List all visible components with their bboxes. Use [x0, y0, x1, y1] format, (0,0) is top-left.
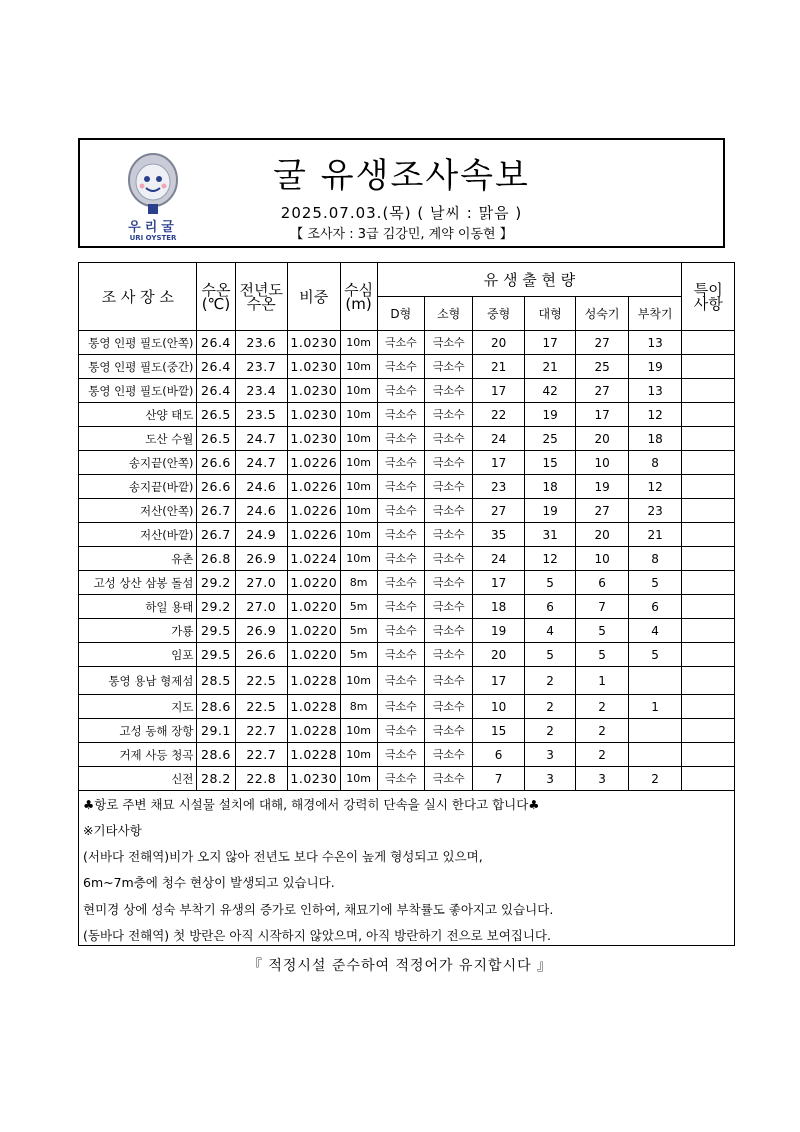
cell-water-temp: 28.6: [197, 695, 235, 719]
cell-water-temp: 29.2: [197, 571, 235, 595]
cell-special: [682, 571, 735, 595]
cell-attach: 5: [628, 571, 682, 595]
cell-special: [682, 719, 735, 743]
cell-medium: 22: [473, 403, 524, 427]
cell-water-temp: 26.6: [197, 451, 235, 475]
cell-d-type: 극소수: [377, 355, 424, 379]
cell-prev-year-temp: 22.5: [235, 667, 288, 695]
cell-density: 1.0226: [288, 499, 341, 523]
cell-small: 극소수: [424, 643, 472, 667]
cell-density: 1.0228: [288, 743, 341, 767]
header-special: [682, 263, 735, 331]
cell-depth: 10m: [340, 427, 377, 451]
header-prev-year-label: 전년도: [239, 280, 284, 299]
cell-large: 15: [524, 451, 575, 475]
cell-water-temp: 26.6: [197, 475, 235, 499]
cell-location: 고성 동해 장항: [79, 719, 197, 743]
cell-medium: 17: [473, 667, 524, 695]
cell-prev-year-temp: 27.0: [235, 595, 288, 619]
cell-medium: 35: [473, 523, 524, 547]
cell-attach: 8: [628, 547, 682, 571]
cell-mature: 2: [576, 695, 629, 719]
header-mature: 성숙기: [576, 297, 629, 331]
cell-prev-year-temp: 26.6: [235, 643, 288, 667]
table-row: [79, 451, 735, 475]
cell-small: 극소수: [424, 499, 472, 523]
cell-mature: 6: [576, 571, 629, 595]
cell-density: 1.0226: [288, 475, 341, 499]
cell-mature: 27: [576, 379, 629, 403]
cell-special: [682, 331, 735, 355]
cell-depth: 10m: [340, 667, 377, 695]
cell-small: 극소수: [424, 667, 472, 695]
surveyors-line: 【 조사자 : 3급 김강민, 계약 이동현 】: [290, 227, 513, 242]
cell-d-type: 극소수: [377, 667, 424, 695]
cell-density: 1.0230: [288, 355, 341, 379]
cell-d-type: 극소수: [377, 619, 424, 643]
cell-location: 저산(안쪽): [79, 499, 197, 523]
note-line: (서바다 전해역)비가 오지 않아 전년도 보다 수온이 높게 형성되고 있으며,: [83, 849, 483, 864]
header-special-sub: 사항: [693, 294, 723, 313]
cell-depth: 10m: [340, 331, 377, 355]
cell-depth: 10m: [340, 475, 377, 499]
cell-density: 1.0226: [288, 451, 341, 475]
cell-large: 19: [524, 499, 575, 523]
cell-medium: 19: [473, 619, 524, 643]
cell-medium: 21: [473, 355, 524, 379]
header-larvae-count: 유 생 출 현 량: [377, 263, 682, 297]
cell-medium: 7: [473, 767, 524, 791]
cell-location: 신전: [79, 767, 197, 791]
date-weather-line: 2025.07.03.(목) ( 날씨 : 맑음 ): [280, 204, 523, 222]
cell-mature: 27: [576, 331, 629, 355]
cell-prev-year-temp: 24.7: [235, 451, 288, 475]
cell-attach: 6: [628, 595, 682, 619]
cell-small: 극소수: [424, 719, 472, 743]
cell-location: 고성 상산 삼봉 돌섬: [79, 571, 197, 595]
cell-density: 1.0230: [288, 427, 341, 451]
cell-prev-year-temp: 27.0: [235, 571, 288, 595]
cell-large: 5: [524, 643, 575, 667]
cell-attach: 18: [628, 427, 682, 451]
cell-prev-year-temp: 23.4: [235, 379, 288, 403]
cell-mature: 20: [576, 427, 629, 451]
cell-water-temp: 29.2: [197, 595, 235, 619]
cell-mature: 1: [576, 667, 629, 695]
cell-medium: 23: [473, 475, 524, 499]
cell-small: 극소수: [424, 619, 472, 643]
table-row: [79, 643, 735, 667]
cell-mature: 20: [576, 523, 629, 547]
table-row: [79, 719, 735, 743]
cell-mature: 5: [576, 619, 629, 643]
table-row: [79, 619, 735, 643]
cell-water-temp: 29.5: [197, 619, 235, 643]
cell-depth: 10m: [340, 403, 377, 427]
cell-water-temp: 29.1: [197, 719, 235, 743]
cell-small: 극소수: [424, 379, 472, 403]
header-water-temp: [197, 263, 235, 331]
cell-medium: 24: [473, 547, 524, 571]
header-water-temp-label: 수온: [201, 280, 231, 299]
note-line: ※기타사항: [83, 823, 142, 838]
cell-attach: 13: [628, 379, 682, 403]
header-special-label: 특이: [693, 280, 723, 299]
cell-small: 극소수: [424, 571, 472, 595]
cell-water-temp: 28.2: [197, 767, 235, 791]
note-line: ♣항로 주변 채묘 시설물 설치에 대해, 해경에서 강력히 단속을 실시 한다고 합니다♣: [83, 797, 540, 812]
cell-special: [682, 523, 735, 547]
cell-depth: 5m: [340, 595, 377, 619]
cell-small: 극소수: [424, 475, 472, 499]
table-row: [79, 667, 735, 695]
notes-section: [78, 789, 735, 946]
cell-attach: 2: [628, 767, 682, 791]
cell-attach: [628, 719, 682, 743]
cell-special: [682, 475, 735, 499]
cell-density: 1.0230: [288, 767, 341, 791]
cell-small: 극소수: [424, 523, 472, 547]
cell-attach: 19: [628, 355, 682, 379]
cell-d-type: 극소수: [377, 719, 424, 743]
cell-density: 1.0220: [288, 619, 341, 643]
header-large: 대형: [524, 297, 575, 331]
table-row: [79, 331, 735, 355]
table-row: [79, 523, 735, 547]
header-water-temp-unit: (℃): [201, 294, 231, 313]
cell-depth: 10m: [340, 523, 377, 547]
cell-water-temp: 26.5: [197, 403, 235, 427]
cell-large: 2: [524, 719, 575, 743]
cell-location: 산양 태도: [79, 403, 197, 427]
table-row: [79, 767, 735, 791]
report-header: [78, 138, 725, 248]
table-row: [79, 355, 735, 379]
cell-special: [682, 451, 735, 475]
cell-prev-year-temp: 24.6: [235, 499, 288, 523]
cell-mature: 17: [576, 403, 629, 427]
cell-mature: 27: [576, 499, 629, 523]
cell-special: [682, 595, 735, 619]
cell-medium: 24: [473, 427, 524, 451]
cell-depth: 5m: [340, 643, 377, 667]
cell-mature: 2: [576, 743, 629, 767]
header-prev-year-sub: 수온: [246, 294, 276, 313]
cell-small: 극소수: [424, 355, 472, 379]
cell-large: 19: [524, 403, 575, 427]
table-row: [79, 403, 735, 427]
cell-water-temp: 26.4: [197, 355, 235, 379]
cell-water-temp: 26.7: [197, 499, 235, 523]
cell-density: 1.0220: [288, 643, 341, 667]
cell-attach: 8: [628, 451, 682, 475]
cell-small: 극소수: [424, 695, 472, 719]
cell-large: 12: [524, 547, 575, 571]
cell-special: [682, 619, 735, 643]
cell-location: 지도: [79, 695, 197, 719]
cell-small: 극소수: [424, 595, 472, 619]
cell-prev-year-temp: 23.7: [235, 355, 288, 379]
cell-density: 1.0230: [288, 331, 341, 355]
cell-small: 극소수: [424, 427, 472, 451]
table-row: [79, 547, 735, 571]
cell-attach: 12: [628, 475, 682, 499]
header-depth-unit: (m): [345, 294, 372, 313]
cell-prev-year-temp: 24.6: [235, 475, 288, 499]
cell-attach: 5: [628, 643, 682, 667]
cell-depth: 10m: [340, 767, 377, 791]
cell-depth: 10m: [340, 451, 377, 475]
cell-small: 극소수: [424, 403, 472, 427]
larvae-survey-table: [78, 262, 735, 791]
note-line: (동바다 전해역) 첫 방란은 아직 시작하지 않았으며, 아직 방란하기 전으로 보여집니다.: [83, 928, 551, 943]
cell-large: 25: [524, 427, 575, 451]
cell-attach: [628, 743, 682, 767]
cell-prev-year-temp: 26.9: [235, 619, 288, 643]
cell-prev-year-temp: 22.7: [235, 743, 288, 767]
cell-attach: 4: [628, 619, 682, 643]
cell-depth: 5m: [340, 619, 377, 643]
cell-large: 3: [524, 767, 575, 791]
cell-d-type: 극소수: [377, 475, 424, 499]
cell-small: 극소수: [424, 547, 472, 571]
cell-d-type: 극소수: [377, 743, 424, 767]
cell-special: [682, 767, 735, 791]
cell-location: 임포: [79, 643, 197, 667]
cell-attach: 23: [628, 499, 682, 523]
cell-d-type: 극소수: [377, 379, 424, 403]
cell-mature: 7: [576, 595, 629, 619]
cell-special: [682, 643, 735, 667]
note-line: 현미경 상에 성숙 부착기 유생의 증가로 인하여, 채묘기에 부착률도 좋아지고 있습니다.: [83, 902, 554, 917]
cell-d-type: 극소수: [377, 643, 424, 667]
cell-d-type: 극소수: [377, 331, 424, 355]
cell-special: [682, 743, 735, 767]
cell-location: 송지끝(바깥): [79, 475, 197, 499]
cell-water-temp: 26.4: [197, 331, 235, 355]
cell-density: 1.0228: [288, 695, 341, 719]
cell-location: 도산 수월: [79, 427, 197, 451]
cell-prev-year-temp: 22.5: [235, 695, 288, 719]
cell-attach: 13: [628, 331, 682, 355]
cell-large: 5: [524, 571, 575, 595]
cell-location: 통영 인평 필도(바깥): [79, 379, 197, 403]
cell-d-type: 극소수: [377, 595, 424, 619]
header-location: 조 사 장 소: [79, 263, 197, 331]
cell-depth: 10m: [340, 379, 377, 403]
table-row: [79, 475, 735, 499]
cell-depth: 10m: [340, 499, 377, 523]
cell-location: 유촌: [79, 547, 197, 571]
cell-location: 하일 용태: [79, 595, 197, 619]
cell-medium: 27: [473, 499, 524, 523]
cell-prev-year-temp: 22.8: [235, 767, 288, 791]
cell-water-temp: 26.5: [197, 427, 235, 451]
cell-large: 2: [524, 695, 575, 719]
note-line: 6m~7m층에 청수 현상이 발생되고 있습니다.: [83, 875, 335, 890]
cell-location: 저산(바깥): [79, 523, 197, 547]
header-depth-label: 수심: [344, 280, 374, 299]
cell-mature: 5: [576, 643, 629, 667]
logo-subtext: URI OYSTER: [129, 234, 177, 242]
cell-d-type: 극소수: [377, 547, 424, 571]
cell-large: 42: [524, 379, 575, 403]
table-row: [79, 427, 735, 451]
cell-mature: 10: [576, 547, 629, 571]
cell-mature: 19: [576, 475, 629, 499]
table-row: [79, 695, 735, 719]
cell-density: 1.0220: [288, 571, 341, 595]
cell-medium: 17: [473, 379, 524, 403]
cell-depth: 10m: [340, 547, 377, 571]
page-title: 굴 유생조사속보: [273, 156, 530, 196]
cell-d-type: 극소수: [377, 523, 424, 547]
cell-medium: 20: [473, 331, 524, 355]
cell-density: 1.0228: [288, 667, 341, 695]
cell-d-type: 극소수: [377, 427, 424, 451]
cell-large: 18: [524, 475, 575, 499]
cell-location: 통영 인평 필도(중간): [79, 355, 197, 379]
cell-medium: 18: [473, 595, 524, 619]
cell-large: 3: [524, 743, 575, 767]
cell-water-temp: 28.5: [197, 667, 235, 695]
cell-water-temp: 26.7: [197, 523, 235, 547]
cell-prev-year-temp: 23.5: [235, 403, 288, 427]
cell-medium: 17: [473, 571, 524, 595]
cell-depth: 10m: [340, 355, 377, 379]
cell-d-type: 극소수: [377, 403, 424, 427]
cell-density: 1.0230: [288, 403, 341, 427]
cell-large: 31: [524, 523, 575, 547]
cell-density: 1.0226: [288, 523, 341, 547]
cell-medium: 17: [473, 451, 524, 475]
cell-density: 1.0230: [288, 379, 341, 403]
cell-location: 송지끝(안쪽): [79, 451, 197, 475]
cell-depth: 10m: [340, 719, 377, 743]
cell-attach: [628, 667, 682, 695]
cell-depth: 8m: [340, 571, 377, 595]
cell-d-type: 극소수: [377, 451, 424, 475]
cell-attach: 12: [628, 403, 682, 427]
cell-attach: 1: [628, 695, 682, 719]
cell-special: [682, 547, 735, 571]
cell-large: 21: [524, 355, 575, 379]
cell-density: 1.0228: [288, 719, 341, 743]
header-prev-year-temp: [235, 263, 288, 331]
cell-location: 가룡: [79, 619, 197, 643]
cell-special: [682, 667, 735, 695]
header-d-type: D형: [377, 297, 424, 331]
table-row: [79, 379, 735, 403]
cell-medium: 20: [473, 643, 524, 667]
cell-small: 극소수: [424, 451, 472, 475]
cell-d-type: 극소수: [377, 571, 424, 595]
cell-special: [682, 695, 735, 719]
cell-location: 통영 용남 형제섬: [79, 667, 197, 695]
table-row: [79, 595, 735, 619]
cell-large: 2: [524, 667, 575, 695]
cell-location: 거제 사등 청곡: [79, 743, 197, 767]
cell-large: 6: [524, 595, 575, 619]
cell-mature: 25: [576, 355, 629, 379]
cell-mature: 3: [576, 767, 629, 791]
table-row: [79, 743, 735, 767]
header-small: 소형: [424, 297, 472, 331]
cell-density: 1.0224: [288, 547, 341, 571]
cell-density: 1.0220: [288, 595, 341, 619]
header-medium: 중형: [473, 297, 524, 331]
cell-water-temp: 26.4: [197, 379, 235, 403]
cell-d-type: 극소수: [377, 767, 424, 791]
cell-depth: 10m: [340, 743, 377, 767]
cell-prev-year-temp: 22.7: [235, 719, 288, 743]
cell-d-type: 극소수: [377, 499, 424, 523]
cell-d-type: 극소수: [377, 695, 424, 719]
header-density: 비중: [288, 263, 341, 331]
cell-prev-year-temp: 26.9: [235, 547, 288, 571]
logo-text: 우리굴: [128, 220, 178, 235]
cell-mature: 10: [576, 451, 629, 475]
cell-special: [682, 427, 735, 451]
cell-medium: 6: [473, 743, 524, 767]
cell-prev-year-temp: 24.7: [235, 427, 288, 451]
cell-small: 극소수: [424, 743, 472, 767]
cell-water-temp: 28.6: [197, 743, 235, 767]
cell-medium: 10: [473, 695, 524, 719]
table-row: [79, 499, 735, 523]
cell-location: 통영 인평 필도(안쪽): [79, 331, 197, 355]
cell-special: [682, 499, 735, 523]
header-depth: [340, 263, 377, 331]
cell-special: [682, 403, 735, 427]
cell-small: 극소수: [424, 331, 472, 355]
table-row: [79, 571, 735, 595]
cell-large: 17: [524, 331, 575, 355]
cell-water-temp: 29.5: [197, 643, 235, 667]
cell-medium: 15: [473, 719, 524, 743]
cell-special: [682, 379, 735, 403]
cell-depth: 8m: [340, 695, 377, 719]
footer-slogan: 『 적정시설 준수하여 적정어가 유지합시다 』: [247, 958, 553, 974]
cell-attach: 21: [628, 523, 682, 547]
cell-special: [682, 355, 735, 379]
cell-prev-year-temp: 24.9: [235, 523, 288, 547]
cell-water-temp: 26.8: [197, 547, 235, 571]
cell-mature: 2: [576, 719, 629, 743]
cell-large: 4: [524, 619, 575, 643]
cell-small: 극소수: [424, 767, 472, 791]
cell-prev-year-temp: 23.6: [235, 331, 288, 355]
header-attach: 부착기: [628, 297, 682, 331]
